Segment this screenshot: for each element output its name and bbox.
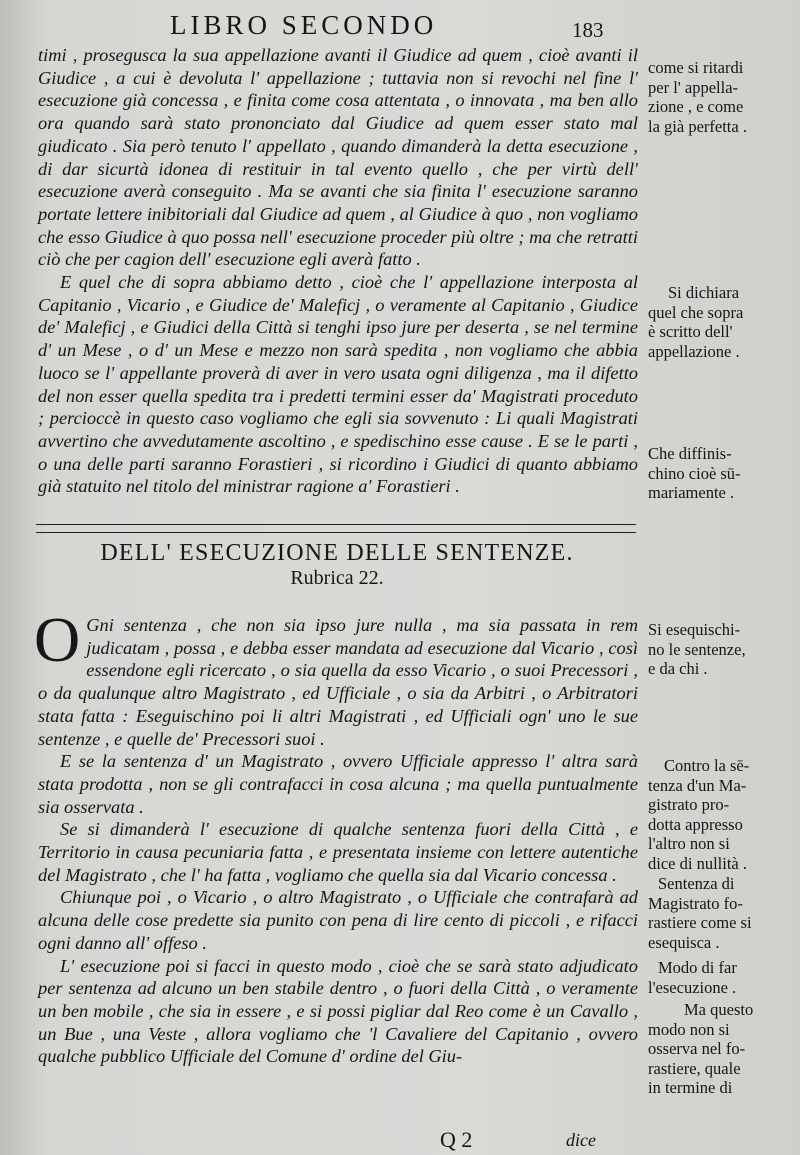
signature-mark: Q 2 xyxy=(440,1127,473,1152)
marginal-note-who-executes: Si esequischi- no le sentenze, e da chi . xyxy=(648,620,746,679)
section-divider-rule xyxy=(36,524,636,525)
marginal-note-no-nullity: Contro la sē- tenza d'un Ma- gistrato pro- dotta appresso l'altro non si dice di nullità . xyxy=(648,756,750,873)
section-divider-rule xyxy=(36,532,636,533)
marginal-note-foreigner: Ma questo modo non si osserva nel fo- rastiere, quale in termine di xyxy=(648,1000,754,1098)
marginal-note-method: Modo di far l'esecuzione . xyxy=(648,958,737,997)
section-heading: DELL' ESECUZIONE DELLE SENTENZE. xyxy=(100,540,574,566)
paragraph-execution-outside-city: Se si dimanderà l' esecuzione di qualche sentenza fuori della Città , e Territorio in causa pecuniaria fatta , e presentata insieme con lettere autentiche del Magistrato , che l' ha fatta , vogliamo che quella sia dal Vicario concessa . xyxy=(38,819,638,885)
paragraph-execution-observed: E se la sentenza d' un Magistrato , ovvero Ufficiale appresso l' altra sarà stata prodotta , non se gli contrafacci in cosa alcuna ; ma quella puntualmente sia osservata . xyxy=(38,751,638,817)
paragraph-appeal-desertion: E quel che di sopra abbiamo detto , cioè che l' appellazione interposta al Capitanio , Vicario , e Giudice de' Maleficj , o veramente al Capitanio , Giudice de' Maleficj , e Giudici della Città si tenghi ipso jure per deserta , se nel termine d' un Mese , o d' un Mese e mezzo non sarà spedita , non vogliamo che abbia luoco se l' appellante proverà di aver in vero usata ogni diligenza , ma il difetto del non esser quella spedita tra i predetti termini esser da' Magistrati proceduto ; percioccè in questo caso vogliamo che egli sia sovvenuto : Li quali Magistrati avvertino che avvedutamente ascoltino , e spedischino esse cause . E se le parti , o una delle parti saranno Forastieri , si ricordino i Giudici di quanto abbiamo già statuito nel titolo del ministrar ragione a' Forastieri . xyxy=(38,272,638,497)
paragraph-appeal-continuation: timi , prosegusca la sua appellazione avanti il Giudice ad quem , cioè avanti il Giudice , a cui è devoluta l' appellazione ; tuttavia non si revochi nel fine l' esecuzione già concessa , e finita come cosa attentata , o innovata , ma ben allo ora quando sarà stato prononciato dal Giudice ad quem esser stato mal giudicato . Sia però tenuto l' appellato , quando dimanderà la detta esecuzione , di dar sicurtà idonea di restituir in tal evento quello , che per virtù dell' esecuzione averà conseguito . Ma se avanti che sia finita l' esecuzione saranno portate lettere inibitoriali dal Giudice ad quem , al Giudice à quo , non vogliamo che esso Giudice à quo possa nell' esecuzione proceder più oltre ; ma che retratti ciò che per cagion dell' esecuzione egli averà fatto . xyxy=(38,45,638,270)
marginal-note-foreign-sentence: Sentenza di Magistrato fo- rastiere come si esequisca . xyxy=(648,874,752,952)
marginal-note-summary: Che diffinis- chino cioè sū- mariamente . xyxy=(648,444,741,503)
catchword: dice xyxy=(566,1130,596,1150)
text-block-appeal xyxy=(38,44,638,498)
text-block-execution xyxy=(34,604,638,1068)
running-head: LIBRO SECONDO xyxy=(170,10,438,40)
paragraph-execution-penalty: Chiunque poi , o Vicario , o altro Magistrato , o Ufficiale che contrafarà ad alcuna delle cose predette sia punito con pena di lire cento di piccoli , e rifacci ogni danno all' offeso . xyxy=(38,887,638,953)
marginal-note-delay: come si ritardi per l' appella- zione , e come la già perfetta . xyxy=(648,58,747,136)
drop-cap: O xyxy=(34,604,81,675)
rubric-number: Rubrica 22. xyxy=(290,567,384,589)
marginal-note-declares: Si dichiara quel che sopra è scritto dell' appellazione . xyxy=(648,283,744,361)
paragraph-execution-intro-text: Gni sentenza , che non sia ipso jure nulla , ma sia passata in rem judicatam , possa , e debba esser mandata ad esecuzione dal Vicario , così essendone egli ricercato , o sia quella da esso Vicario , o suoi Precessori , o da qualunque altro Magistrato , ed Ufficiale , o sia da Arbitri , o Arbitratori stata fatta : Eseguischino poi li altri Magistrati , ed Ufficiali ogn' uno le sue sentenze , e quelle de' Precessori suoi . xyxy=(38,615,638,749)
page-number: 183 xyxy=(572,18,604,42)
paragraph-execution-method: L' esecuzione poi si facci in questo modo , cioè che se sarà stato adjudicato per sentenza ad alcuno un ben stabile dentro , o fuori della Città , o veramente un ben mobile , che sia in essere , e si possi pigliar dal Reo come è un Cavallo , un Bue , una Veste , allora vogliamo che 'l Cavaliere del Capitanio , ovvero qualche pubblico Ufficiale del Comune d' ordine del Giu- xyxy=(38,955,638,1067)
paragraph-execution-intro xyxy=(34,604,638,750)
